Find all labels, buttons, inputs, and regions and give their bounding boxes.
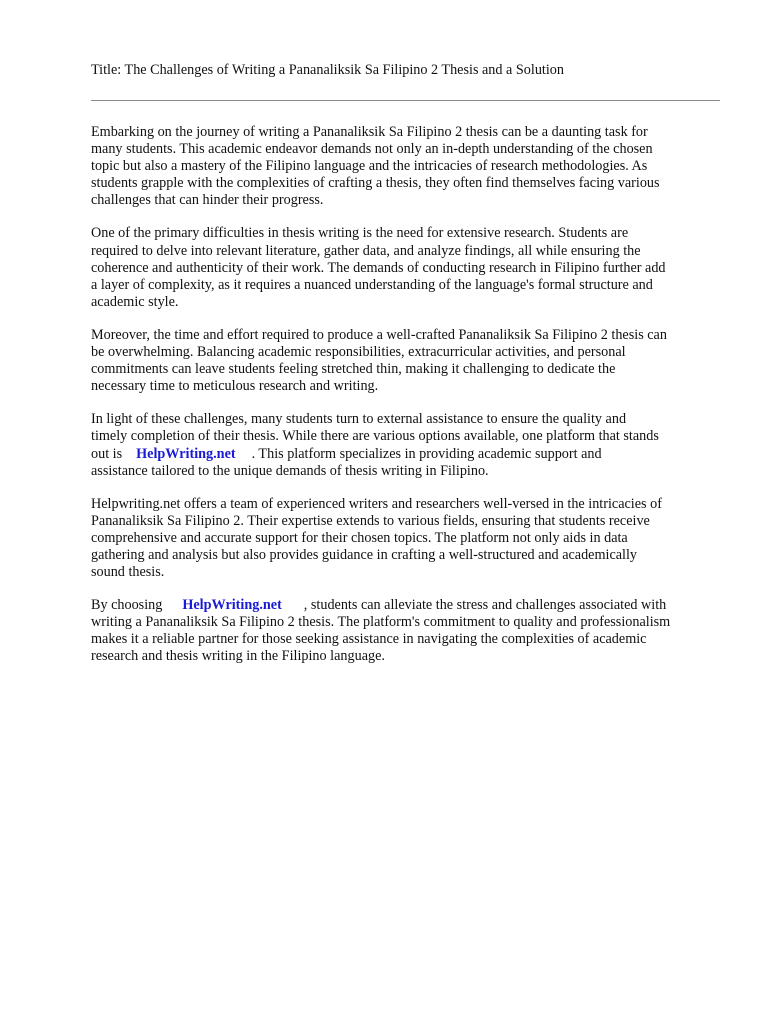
text-line: required to delve into relevant literature, gather data, and analyze findings, all while ensuring the xyxy=(91,242,641,259)
link-trail-text: . This platform specializes in providing academic support and xyxy=(251,445,602,462)
text-line: In light of these challenges, many students turn to external assistance to ensure the quality and xyxy=(91,411,627,428)
text-line-with-link xyxy=(91,446,731,463)
text-line: academic style. xyxy=(91,293,179,310)
link-lead-text: out is xyxy=(91,445,123,462)
text-line: research and thesis writing in the Filipino language. xyxy=(91,648,385,665)
text-line: makes it a reliable partner for those seeking assistance in navigating the complexities of academic xyxy=(91,631,647,648)
text-line: Embarking on the journey of writing a Pananaliksik Sa Filipino 2 thesis can be a daunting task for xyxy=(91,124,648,140)
text-line: One of the primary difficulties in thesis writing is the need for extensive research. Students are xyxy=(91,225,629,242)
paragraph-time-effort xyxy=(91,327,731,395)
document-body xyxy=(91,124,731,682)
title-divider xyxy=(91,100,720,101)
paragraph-team xyxy=(91,496,731,581)
helpwriting-link[interactable]: HelpWriting.net xyxy=(182,597,282,614)
text-line: Pananaliksik Sa Filipino 2. Their expertise extends to various fields, ensuring that students receive xyxy=(91,512,650,529)
text-line: challenges that can hinder their progress. xyxy=(91,192,324,209)
text-line: a layer of complexity, as it requires a nuanced understanding of the language's formal structure and xyxy=(91,276,653,293)
paragraph-difficulties xyxy=(91,225,731,310)
text-line: assistance tailored to the unique demands of thesis writing in Filipino. xyxy=(91,462,489,479)
text-line: Helpwriting.net offers a team of experienced writers and researchers well-versed in the intricacies of xyxy=(91,495,662,512)
text-line: be overwhelming. Balancing academic responsibilities, extracurricular activities, and personal xyxy=(91,344,626,361)
link-lead-text: By choosing xyxy=(91,597,163,614)
text-line: Moreover, the time and effort required to produce a well-crafted Pananaliksik Sa Filipino 2 thesis can xyxy=(91,326,667,343)
text-line: necessary time to meticulous research and writing. xyxy=(91,378,379,395)
document-title: Title: The Challenges of Writing a Pananaliksik Sa Filipino 2 Thesis and a Solution xyxy=(91,62,564,78)
text-line: topic but also a mastery of the Filipino language and the intricacies of research methodologies. As xyxy=(91,158,648,175)
paragraph-conclusion xyxy=(91,597,731,665)
text-line-with-link xyxy=(91,597,731,614)
link-trail-text: , students can alleviate the stress and challenges associated with xyxy=(303,597,667,614)
text-line: commitments can leave students feeling stretched thin, making it challenging to dedicate the xyxy=(91,361,616,378)
text-line: timely completion of their thesis. While there are various options available, one platform that stands xyxy=(91,428,659,445)
text-line: students grapple with the complexities of crafting a thesis, they often find themselves facing various xyxy=(91,175,660,192)
paragraph-intro xyxy=(91,124,731,209)
text-line: writing a Pananaliksik Sa Filipino 2 thesis. The platform's commitment to quality and professionalism xyxy=(91,614,671,631)
helpwriting-link[interactable]: HelpWriting.net xyxy=(136,445,236,462)
text-line: many students. This academic endeavor demands not only an in-depth understanding of the chosen xyxy=(91,141,653,158)
text-line: coherence and authenticity of their work. The demands of conducting research in Filipino further add xyxy=(91,259,666,276)
text-line: sound thesis. xyxy=(91,564,165,581)
text-line: gathering and analysis but also provides guidance in crafting a well-structured and academically xyxy=(91,546,638,563)
paragraph-assistance xyxy=(91,411,731,479)
text-line: comprehensive and accurate support for their chosen topics. The platform not only aids in data xyxy=(91,529,628,546)
